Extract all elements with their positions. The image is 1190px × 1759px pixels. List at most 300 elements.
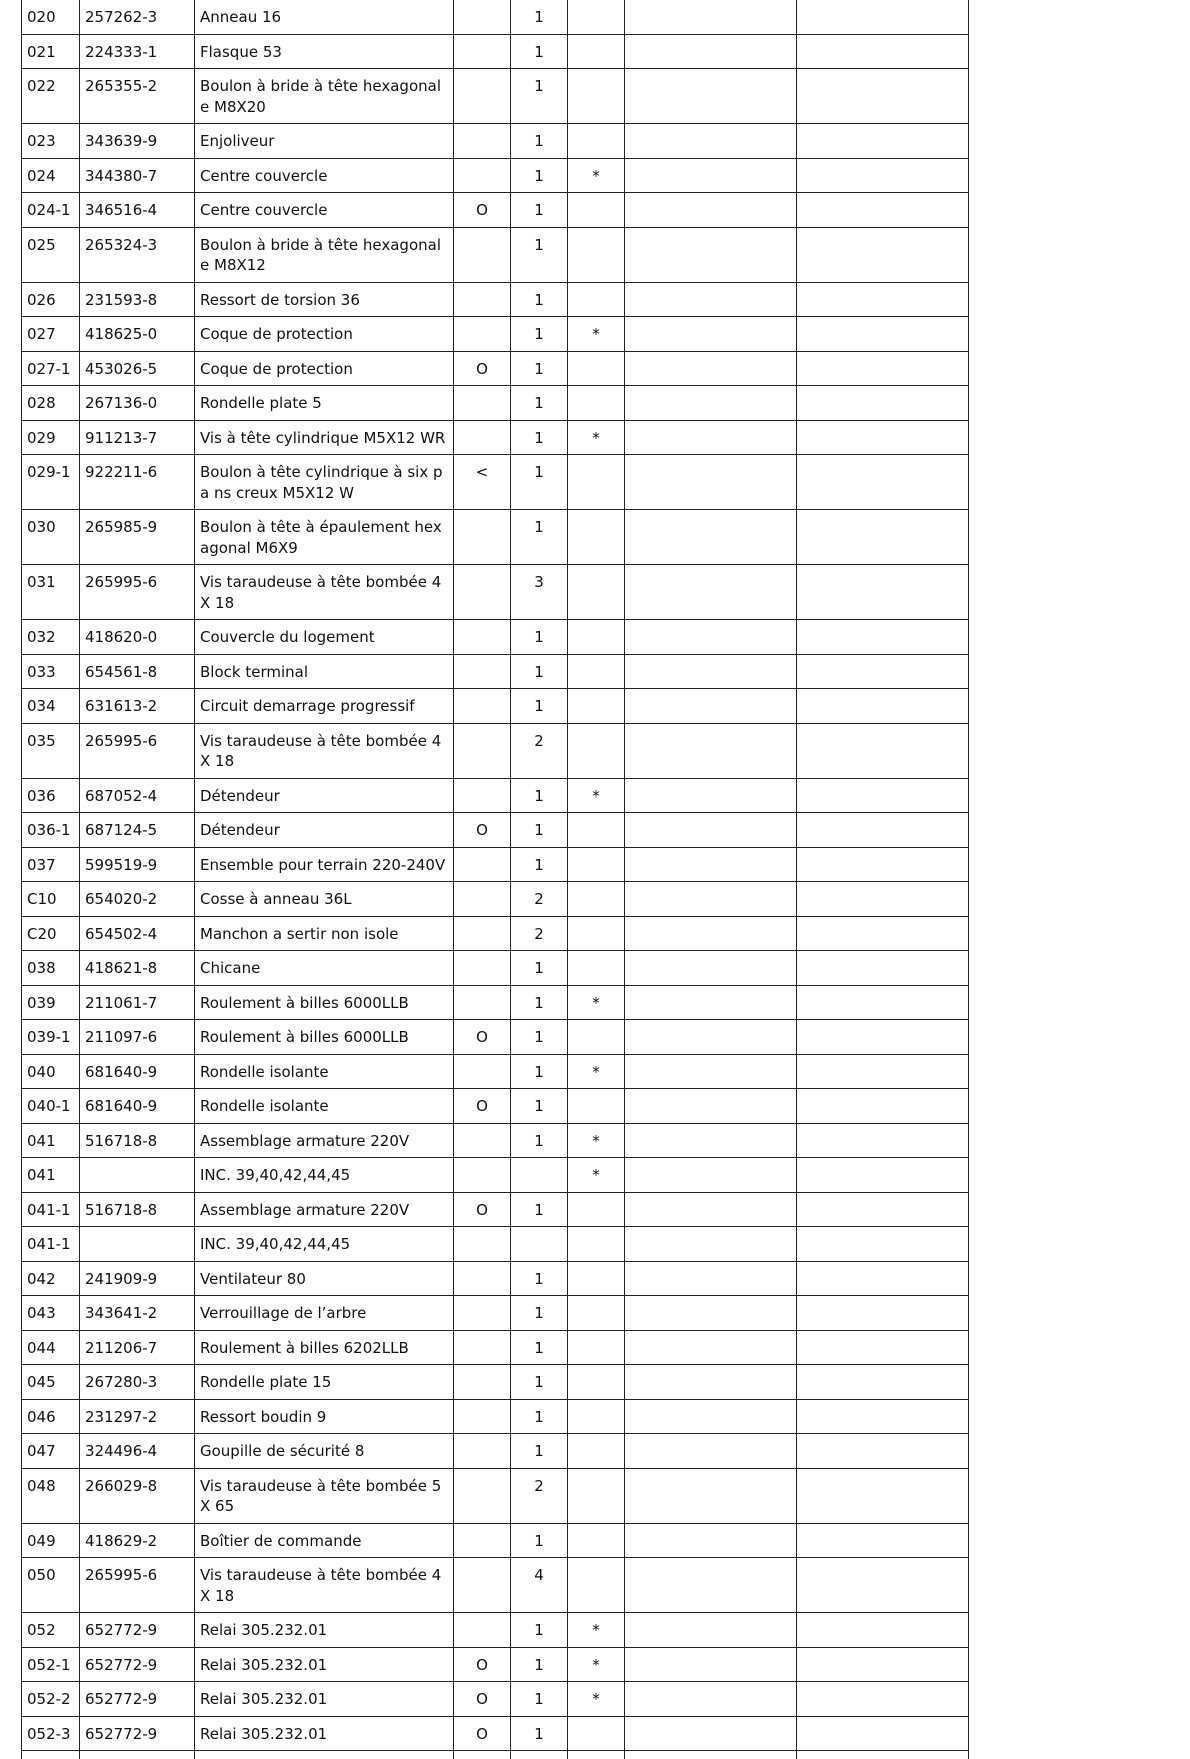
note-cell	[454, 317, 511, 352]
part-no-cell: 922211-6	[80, 455, 195, 510]
note-cell: O	[454, 1682, 511, 1717]
extra-cell	[797, 847, 969, 882]
description-cell: Vis taraudeuse à tête bombée 4X 18	[195, 565, 454, 620]
part-no-cell: 265995-6	[80, 1558, 195, 1613]
table-row	[22, 1523, 969, 1558]
qty-cell: 1	[511, 620, 568, 655]
item-no-cell: 042	[22, 1261, 80, 1296]
remark-cell	[625, 882, 797, 917]
extra-cell	[797, 565, 969, 620]
star-cell	[568, 1330, 625, 1365]
remark-cell	[625, 1123, 797, 1158]
star-cell: *	[568, 1054, 625, 1089]
qty-cell: 1	[511, 1296, 568, 1331]
star-cell	[568, 455, 625, 510]
item-no-cell: 039-1	[22, 1020, 80, 1055]
star-cell: *	[568, 1682, 625, 1717]
continuation-cell	[511, 1751, 568, 1759]
table-row	[22, 1020, 969, 1055]
table-row	[22, 1682, 969, 1717]
star-cell: *	[568, 985, 625, 1020]
remark-cell	[625, 455, 797, 510]
remark-cell	[625, 1613, 797, 1648]
parts-table	[21, 0, 969, 1759]
qty-cell: 1	[511, 193, 568, 228]
qty-cell: 1	[511, 282, 568, 317]
extra-cell	[797, 723, 969, 778]
star-cell: *	[568, 1647, 625, 1682]
description-cell: Anneau 16	[195, 0, 454, 34]
remark-cell	[625, 689, 797, 724]
item-no-cell: 029-1	[22, 455, 80, 510]
description-cell: Rondelle isolante	[195, 1054, 454, 1089]
note-cell	[454, 778, 511, 813]
item-no-cell: 041	[22, 1123, 80, 1158]
continuation-cell	[22, 1751, 80, 1759]
remark-cell	[625, 1558, 797, 1613]
part-no-cell: 343641-2	[80, 1296, 195, 1331]
part-no-cell: 516718-8	[80, 1192, 195, 1227]
qty-cell: 1	[511, 1123, 568, 1158]
note-cell	[454, 689, 511, 724]
item-no-cell: 045	[22, 1365, 80, 1400]
remark-cell	[625, 1716, 797, 1751]
part-no-cell: 418629-2	[80, 1523, 195, 1558]
table-row	[22, 951, 969, 986]
table-row	[22, 723, 969, 778]
description-cell: Rondelle plate 15	[195, 1365, 454, 1400]
extra-cell	[797, 1716, 969, 1751]
qty-cell	[511, 1158, 568, 1193]
star-cell	[568, 1434, 625, 1469]
table-row	[22, 1613, 969, 1648]
note-cell	[454, 1365, 511, 1400]
item-no-cell: 046	[22, 1399, 80, 1434]
remark-cell	[625, 951, 797, 986]
note-cell	[454, 420, 511, 455]
remark-cell	[625, 69, 797, 124]
table-row	[22, 193, 969, 228]
extra-cell	[797, 1523, 969, 1558]
extra-cell	[797, 1296, 969, 1331]
star-cell	[568, 282, 625, 317]
item-no-cell: 044	[22, 1330, 80, 1365]
description-cell: Centre couvercle	[195, 193, 454, 228]
note-cell: O	[454, 1192, 511, 1227]
part-no-cell: 911213-7	[80, 420, 195, 455]
part-no-cell	[80, 1227, 195, 1262]
item-no-cell: 028	[22, 386, 80, 421]
remark-cell	[625, 985, 797, 1020]
extra-cell	[797, 227, 969, 282]
note-cell	[454, 916, 511, 951]
note-cell: O	[454, 1020, 511, 1055]
note-cell	[454, 124, 511, 159]
item-no-cell: 021	[22, 34, 80, 69]
remark-cell	[625, 34, 797, 69]
description-cell: Ressort boudin 9	[195, 1399, 454, 1434]
star-cell: *	[568, 1158, 625, 1193]
description-cell: Coque de protection	[195, 317, 454, 352]
qty-cell: 1	[511, 1399, 568, 1434]
part-no-cell: 241909-9	[80, 1261, 195, 1296]
note-cell	[454, 654, 511, 689]
remark-cell	[625, 1399, 797, 1434]
item-no-cell: 034	[22, 689, 80, 724]
extra-cell	[797, 193, 969, 228]
qty-cell: 1	[511, 985, 568, 1020]
part-no-cell: 681640-9	[80, 1054, 195, 1089]
note-cell	[454, 386, 511, 421]
description-cell: Couvercle du logement	[195, 620, 454, 655]
qty-cell: 1	[511, 158, 568, 193]
note-cell	[454, 1123, 511, 1158]
qty-cell: 1	[511, 0, 568, 34]
star-cell	[568, 1468, 625, 1523]
star-cell	[568, 654, 625, 689]
extra-cell	[797, 882, 969, 917]
part-no-cell: 267136-0	[80, 386, 195, 421]
item-no-cell: 039	[22, 985, 80, 1020]
item-no-cell: 027	[22, 317, 80, 352]
star-cell	[568, 882, 625, 917]
part-no-cell: 224333-1	[80, 34, 195, 69]
note-cell	[454, 565, 511, 620]
description-cell: Détendeur	[195, 778, 454, 813]
star-cell	[568, 1227, 625, 1262]
qty-cell: 1	[511, 317, 568, 352]
part-no-cell: 231593-8	[80, 282, 195, 317]
part-no-cell: 687124-5	[80, 813, 195, 848]
item-no-cell: 041-1	[22, 1227, 80, 1262]
part-no-cell: 654502-4	[80, 916, 195, 951]
star-cell	[568, 1558, 625, 1613]
extra-cell	[797, 0, 969, 34]
remark-cell	[625, 282, 797, 317]
qty-cell: 1	[511, 1523, 568, 1558]
part-no-cell: 453026-5	[80, 351, 195, 386]
description-cell: INC. 39,40,42,44,45	[195, 1227, 454, 1262]
note-cell	[454, 1261, 511, 1296]
qty-cell: 1	[511, 778, 568, 813]
extra-cell	[797, 778, 969, 813]
description-cell: Circuit demarrage progressif	[195, 689, 454, 724]
description-cell: Boulon à tête à épaulement hex agonal M6X9	[195, 510, 454, 565]
star-cell	[568, 386, 625, 421]
remark-cell	[625, 1227, 797, 1262]
item-no-cell: 037	[22, 847, 80, 882]
note-cell	[454, 1054, 511, 1089]
table-row	[22, 1468, 969, 1523]
extra-cell	[797, 1192, 969, 1227]
table-row	[22, 1330, 969, 1365]
continuation-cell	[80, 1751, 195, 1759]
description-cell: Block terminal	[195, 654, 454, 689]
qty-cell: 1	[511, 1365, 568, 1400]
item-no-cell: 031	[22, 565, 80, 620]
qty-cell: 1	[511, 813, 568, 848]
remark-cell	[625, 1647, 797, 1682]
table-row	[22, 124, 969, 159]
remark-cell	[625, 420, 797, 455]
remark-cell	[625, 1523, 797, 1558]
table-row	[22, 813, 969, 848]
description-cell: Enjoliveur	[195, 124, 454, 159]
extra-cell	[797, 34, 969, 69]
description-cell: Cosse à anneau 36L	[195, 882, 454, 917]
part-no-cell: 211206-7	[80, 1330, 195, 1365]
extra-cell	[797, 158, 969, 193]
part-no-cell: 654561-8	[80, 654, 195, 689]
star-cell	[568, 916, 625, 951]
note-cell	[454, 1296, 511, 1331]
qty-cell: 1	[511, 847, 568, 882]
note-cell: O	[454, 1089, 511, 1124]
qty-cell: 1	[511, 1089, 568, 1124]
item-no-cell: 052-1	[22, 1647, 80, 1682]
part-no-cell: 265324-3	[80, 227, 195, 282]
extra-cell	[797, 985, 969, 1020]
note-cell	[454, 1613, 511, 1648]
qty-cell: 1	[511, 386, 568, 421]
star-cell	[568, 1296, 625, 1331]
note-cell	[454, 1468, 511, 1523]
part-no-cell	[80, 1158, 195, 1193]
remark-cell	[625, 1089, 797, 1124]
description-cell: Détendeur	[195, 813, 454, 848]
item-no-cell: 022	[22, 69, 80, 124]
remark-cell	[625, 193, 797, 228]
extra-cell	[797, 124, 969, 159]
qty-cell	[511, 1227, 568, 1262]
note-cell	[454, 847, 511, 882]
note-cell	[454, 227, 511, 282]
star-cell	[568, 565, 625, 620]
continuation-cell	[568, 1751, 625, 1759]
qty-cell: 2	[511, 723, 568, 778]
star-cell	[568, 1399, 625, 1434]
star-cell	[568, 1716, 625, 1751]
star-cell: *	[568, 420, 625, 455]
item-no-cell: 035	[22, 723, 80, 778]
remark-cell	[625, 1296, 797, 1331]
item-no-cell: 041-1	[22, 1192, 80, 1227]
star-cell: *	[568, 1123, 625, 1158]
item-no-cell: C10	[22, 882, 80, 917]
note-cell	[454, 1330, 511, 1365]
note-cell: O	[454, 1647, 511, 1682]
description-cell: Roulement à billes 6202LLB	[195, 1330, 454, 1365]
note-cell	[454, 1158, 511, 1193]
note-cell	[454, 985, 511, 1020]
description-cell: Vis à tête cylindrique M5X12 WR	[195, 420, 454, 455]
extra-cell	[797, 1468, 969, 1523]
qty-cell: 2	[511, 882, 568, 917]
table-row	[22, 1647, 969, 1682]
table-row	[22, 386, 969, 421]
table-row	[22, 1434, 969, 1469]
remark-cell	[625, 317, 797, 352]
table-row	[22, 689, 969, 724]
table-row	[22, 1123, 969, 1158]
part-no-cell: 681640-9	[80, 1089, 195, 1124]
description-cell: Manchon a sertir non isole	[195, 916, 454, 951]
note-cell	[454, 1523, 511, 1558]
description-cell: Chicane	[195, 951, 454, 986]
table-row	[22, 654, 969, 689]
item-no-cell: 030	[22, 510, 80, 565]
extra-cell	[797, 689, 969, 724]
extra-cell	[797, 1158, 969, 1193]
part-no-cell: 211097-6	[80, 1020, 195, 1055]
star-cell	[568, 1523, 625, 1558]
part-no-cell: 516718-8	[80, 1123, 195, 1158]
description-cell: Rondelle isolante	[195, 1089, 454, 1124]
star-cell	[568, 813, 625, 848]
extra-cell	[797, 951, 969, 986]
table-row	[22, 351, 969, 386]
note-cell	[454, 282, 511, 317]
part-no-cell: 265985-9	[80, 510, 195, 565]
item-no-cell: 025	[22, 227, 80, 282]
table-row	[22, 847, 969, 882]
item-no-cell: 052	[22, 1613, 80, 1648]
note-cell	[454, 158, 511, 193]
description-cell: Ensemble pour terrain 220-240V	[195, 847, 454, 882]
description-cell: Boîtier de commande	[195, 1523, 454, 1558]
part-no-cell: 599519-9	[80, 847, 195, 882]
note-cell	[454, 1399, 511, 1434]
table-continuation-row	[22, 1751, 969, 1759]
table-row	[22, 620, 969, 655]
extra-cell	[797, 386, 969, 421]
description-cell: Boulon à bride à tête hexagonal e M8X20	[195, 69, 454, 124]
qty-cell: 1	[511, 34, 568, 69]
part-no-cell: 324496-4	[80, 1434, 195, 1469]
remark-cell	[625, 813, 797, 848]
part-no-cell: 257262-3	[80, 0, 195, 34]
continuation-cell	[454, 1751, 511, 1759]
table-row	[22, 1054, 969, 1089]
part-no-cell: 687052-4	[80, 778, 195, 813]
extra-cell	[797, 654, 969, 689]
star-cell	[568, 847, 625, 882]
table-row	[22, 1261, 969, 1296]
part-no-cell: 652772-9	[80, 1613, 195, 1648]
remark-cell	[625, 158, 797, 193]
description-cell: Relai 305.232.01	[195, 1613, 454, 1648]
remark-cell	[625, 1054, 797, 1089]
extra-cell	[797, 317, 969, 352]
extra-cell	[797, 69, 969, 124]
qty-cell: 1	[511, 1192, 568, 1227]
remark-cell	[625, 1020, 797, 1055]
remark-cell	[625, 1682, 797, 1717]
description-cell: Roulement à billes 6000LLB	[195, 985, 454, 1020]
remark-cell	[625, 1468, 797, 1523]
note-cell	[454, 723, 511, 778]
extra-cell	[797, 351, 969, 386]
star-cell: *	[568, 158, 625, 193]
note-cell: <	[454, 455, 511, 510]
qty-cell: 1	[511, 1020, 568, 1055]
qty-cell: 1	[511, 1716, 568, 1751]
table-row	[22, 916, 969, 951]
item-no-cell: 040-1	[22, 1089, 80, 1124]
part-no-cell: 631613-2	[80, 689, 195, 724]
extra-cell	[797, 420, 969, 455]
qty-cell: 1	[511, 69, 568, 124]
note-cell	[454, 1227, 511, 1262]
table-row	[22, 1716, 969, 1751]
qty-cell: 1	[511, 951, 568, 986]
note-cell: O	[454, 193, 511, 228]
item-no-cell: 040	[22, 1054, 80, 1089]
table-row	[22, 882, 969, 917]
part-no-cell: 265355-2	[80, 69, 195, 124]
description-cell: Rondelle plate 5	[195, 386, 454, 421]
remark-cell	[625, 847, 797, 882]
remark-cell	[625, 1192, 797, 1227]
remark-cell	[625, 351, 797, 386]
remark-cell	[625, 1158, 797, 1193]
extra-cell	[797, 620, 969, 655]
part-no-cell: 418625-0	[80, 317, 195, 352]
table-row	[22, 985, 969, 1020]
part-no-cell: 652772-9	[80, 1682, 195, 1717]
item-no-cell: 050	[22, 1558, 80, 1613]
item-no-cell: 033	[22, 654, 80, 689]
note-cell: O	[454, 813, 511, 848]
note-cell	[454, 34, 511, 69]
star-cell	[568, 510, 625, 565]
extra-cell	[797, 1434, 969, 1469]
qty-cell: 1	[511, 510, 568, 565]
part-no-cell: 343639-9	[80, 124, 195, 159]
item-no-cell: 047	[22, 1434, 80, 1469]
note-cell: O	[454, 1716, 511, 1751]
star-cell	[568, 951, 625, 986]
table-row	[22, 317, 969, 352]
qty-cell: 1	[511, 420, 568, 455]
item-no-cell: 026	[22, 282, 80, 317]
description-cell: Vis taraudeuse à tête bombée 5X 65	[195, 1468, 454, 1523]
extra-cell	[797, 1089, 969, 1124]
remark-cell	[625, 124, 797, 159]
extra-cell	[797, 455, 969, 510]
extra-cell	[797, 1123, 969, 1158]
qty-cell: 1	[511, 1330, 568, 1365]
note-cell	[454, 69, 511, 124]
item-no-cell: 023	[22, 124, 80, 159]
remark-cell	[625, 723, 797, 778]
star-cell	[568, 1192, 625, 1227]
part-no-cell: 654020-2	[80, 882, 195, 917]
qty-cell: 1	[511, 1261, 568, 1296]
table-row	[22, 420, 969, 455]
part-no-cell: 652772-9	[80, 1716, 195, 1751]
part-no-cell: 265995-6	[80, 723, 195, 778]
star-cell	[568, 227, 625, 282]
extra-cell	[797, 1365, 969, 1400]
continuation-cell	[797, 1751, 969, 1759]
item-no-cell: C20	[22, 916, 80, 951]
description-cell: Coque de protection	[195, 351, 454, 386]
extra-cell	[797, 813, 969, 848]
star-cell	[568, 1020, 625, 1055]
table-row	[22, 1192, 969, 1227]
qty-cell: 1	[511, 455, 568, 510]
